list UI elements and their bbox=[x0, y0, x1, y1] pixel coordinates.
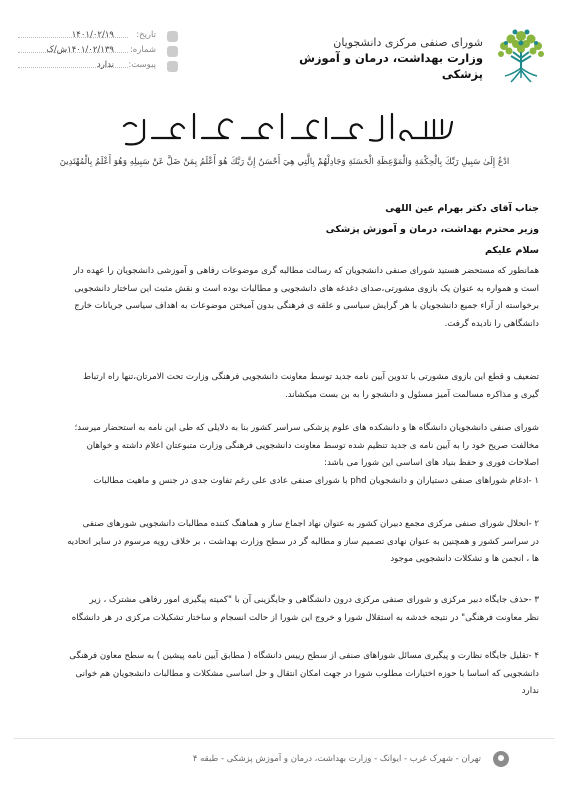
recipient-address bbox=[326, 198, 539, 261]
recipient-position: وزیر محترم بهداشت، درمان و آموزش پزشکی bbox=[325, 224, 539, 235]
date-value: ۱۴۰۱/۰۲/۱۹ bbox=[71, 30, 114, 40]
number-icon bbox=[167, 46, 178, 57]
text-line: نظر معاونت فرهنگی" در نتیجه خدشه به استقلال شورا و خروج این شورا از حالت انسجام و ساختار تشکیلات مرکزی در هر دانشگاه bbox=[71, 612, 539, 623]
text-line: ۳ -حذف جایگاه دبیر مرکزی و شورای صنفی مرکزی درون دانشگاهی و جایگزینی آن با "کمیته پیگیری امور رفاهی مشترک ، زیر bbox=[89, 595, 539, 605]
text-line: است و همواره به عنوان یک بازوی مشورتی،صدای دغدغه های دانشجویی و مطالبات بوده است و نقش مثبت این ساختار دانشجویی bbox=[74, 283, 539, 294]
letterhead bbox=[0, 22, 569, 92]
text-line: گیری و مذاکره مسالمت آمیز مسئول و دانشجو را به بن بست میکشاند. bbox=[285, 389, 539, 400]
text-line: ۴ -تقلیل جایگاه نظارت و پیگیری مسائل شوراهای صنفی از سطح رییس دانشگاه ( مطابق آیین نامه پیشین ) به سطح معاون فرهنگی bbox=[69, 651, 539, 661]
calendar-icon bbox=[167, 31, 178, 42]
text-line: اصلاحات فوری و حفظ بنیاد های اساسی این شورا می باشد: bbox=[324, 458, 539, 468]
tree-logo-icon bbox=[491, 22, 551, 86]
date-label: تاریخ: bbox=[136, 30, 156, 40]
org-ministry-name: وزارت بهداشت، درمان و آموزش پزشکی bbox=[299, 51, 483, 81]
paragraph-weakening bbox=[30, 369, 539, 404]
paragraph-item-3 bbox=[30, 592, 539, 627]
text-line: شورای صنفی دانشجویان دانشگاه ها و دانشکده های علوم پزشکی سراسر کشور بنا به دلایلی که طی این نامه به استحضار میرسد؛ bbox=[74, 423, 539, 433]
number-value: ۱۴۰۱/۰۲/۱۳۹ش/ک bbox=[46, 45, 114, 55]
paragraph-objection bbox=[30, 420, 539, 490]
text-line: مخالفت صریح خود را به آیین نامه ی جدید تنظیم شده توسط معاونت دانشجویی فرهنگی وزارت متبوعتان اعلام داشته و خواهان bbox=[86, 440, 539, 451]
quran-verse: ادْعُ إِلَىٰ سَبِيلِ رَبِّكَ بِالْحِكْمَةِ وَالْمَوْعِظَةِ الْحَسَنَةِ وَجَادِلْهُمْ بِالَّتِي هِيَ أَحْسَنُ إِنَّ رَبَّكَ هُوَ أَعْلَمُ بِمَنْ ضَلَّ عَنْ سَبِيلِهِ وَهُوَ أَعْلَمُ بِالْمُهْتَدِينَ bbox=[59, 157, 510, 167]
text-line: ۲ -انحلال شورای صنفی مرکزی مجمع دبیران کشور به عنوان نهاد اجماع ساز و هماهنگ کننده مطالبات دانشجویی شورهای صنفی bbox=[82, 519, 539, 529]
attachment-label: پیوست: bbox=[128, 60, 156, 70]
text-line: همانطور که مستحضر هستید شورای صنفی دانشجویان که رسالت مطالبه گری موضوعات رفاهی و آموزشی دانشجویان را عهده دار bbox=[73, 266, 539, 276]
attachment-value: ندارد bbox=[96, 60, 114, 70]
meta-attachment-row bbox=[18, 60, 178, 75]
number-label: شماره: bbox=[129, 45, 156, 55]
paragraph-item-2 bbox=[30, 516, 539, 569]
text-line: تضعیف و قطع این بازوی مشورتی با تدوین آیین نامه جدید توسط معاونت دانشجویی فرهنگی وزارت تحت الامرتان،تنها راه ارتباط bbox=[83, 372, 539, 382]
footer bbox=[40, 745, 529, 775]
footer-divider bbox=[14, 738, 555, 739]
text-line: در سراسر کشور و همچنین به عنوان نهادی تصمیم ساز و مطالبه گر در سطح وزارت بهداشت ، بر خلاف رویه مرسوم در سایر اتحادیه bbox=[67, 536, 539, 547]
attachment-icon bbox=[167, 61, 178, 72]
footer-address: تهران - شهرک غرب - ایوانک - وزارت بهداشت، درمان و آموزش پزشکی - طبقه ۴ bbox=[192, 754, 481, 764]
recipient-name: جناب آقای دکتر بهرام عین اللهی bbox=[385, 203, 539, 214]
text-line: برخواسته از آراء جمیع دانشجویان با هر گرایش سیاسی و علقه ی فرهنگی بدون آمیختن موضوعات به اهداف سیاسی جریانات خارج bbox=[74, 301, 539, 311]
paragraph-intro bbox=[30, 263, 539, 333]
meta-number-row bbox=[18, 45, 178, 60]
letter-meta bbox=[18, 30, 178, 75]
text-line: دانشگاهی را نادیده گرفت. bbox=[444, 318, 539, 329]
text-line: دانشجویی که اساسا با حوزه اختیارات مطلوب شورا در جهت امکان انتقال و حل اساسی مشکلات و مطالبات دانشجویان هم خوانی bbox=[75, 668, 539, 679]
paragraph-item-4 bbox=[30, 648, 539, 701]
location-pin-icon bbox=[493, 751, 509, 767]
organization-name bbox=[263, 36, 483, 82]
text-line: ندارد bbox=[521, 686, 539, 696]
text-line: ۱ -ادغام شوراهای صنفی دستیاران و دانشجویان phd با شورای صنفی عادی علی رغم تفاوت جدی در جنس و ماهیت مطالبات bbox=[93, 475, 539, 486]
greeting: سلام علیکم bbox=[484, 245, 539, 256]
text-line: ها ، انجمن ها و تشکلات دانشجویی موجود bbox=[390, 554, 539, 564]
meta-date-row bbox=[18, 30, 178, 45]
org-council-name: شورای صنفی مرکزی دانشجویان bbox=[333, 36, 483, 49]
bismillah-calligraphy bbox=[112, 108, 457, 148]
